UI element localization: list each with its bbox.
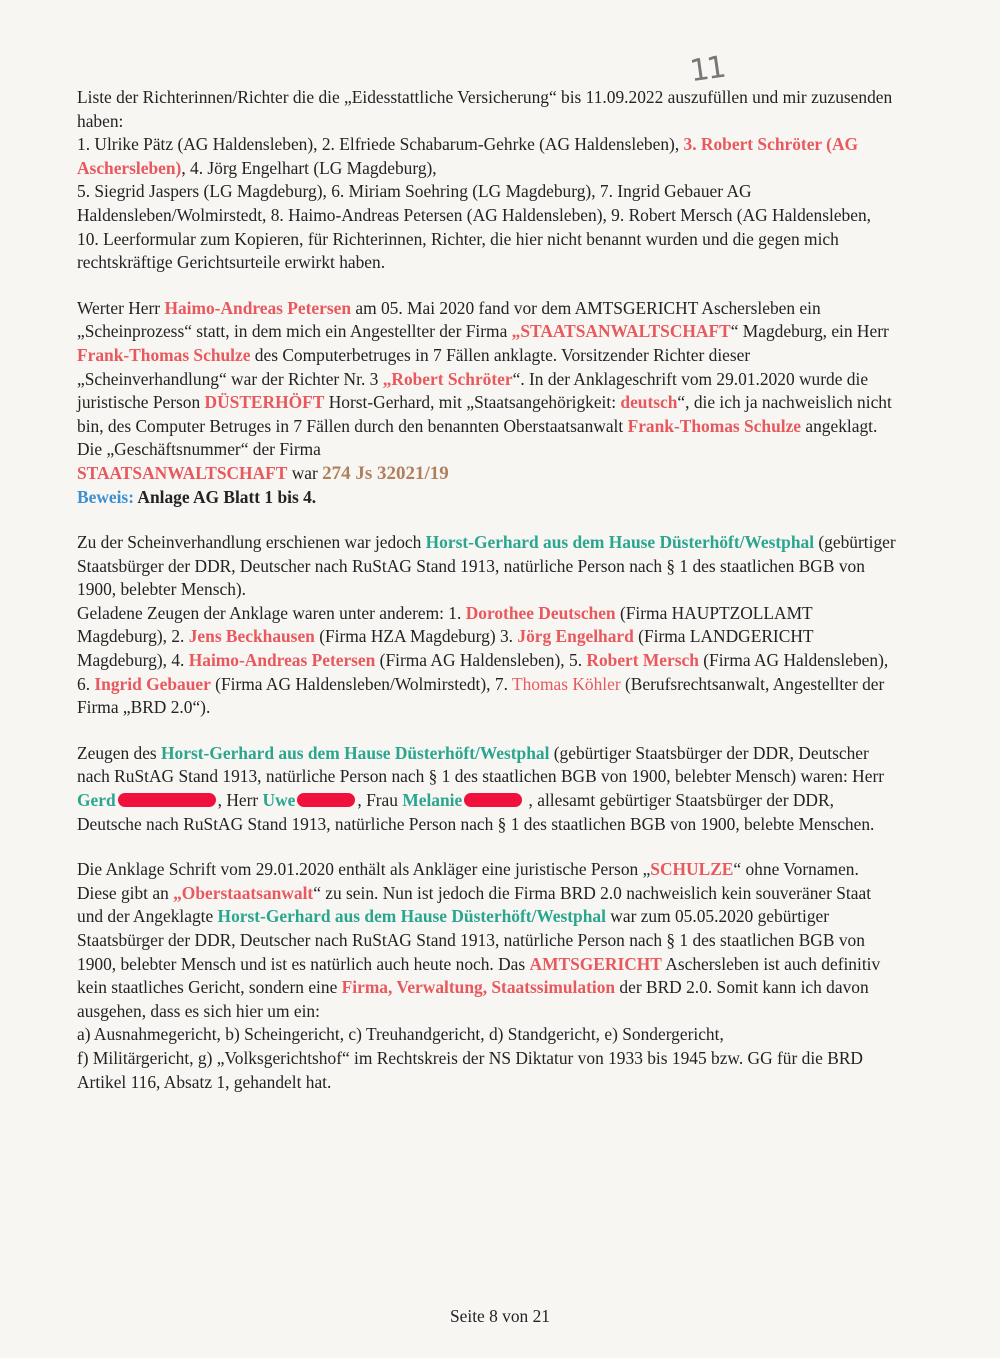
text: , Frau	[357, 790, 403, 811]
text: 5. Siegrid Jaspers (LG Magdeburg), 6. Miriam Soehring (LG Magdeburg), 7. Ingrid Gebauer AG Haldensleben/Wolmirstedt, 8. Haimo-Andreas Petersen (AG Haldensleben), 9. Robert Mersch (AG Haldensleben, 10. Leerformular zum Kopieren, für Richterinnen, Richter, die hier nicht benannt wurden und die gegen mich rechtskräftige Gerichtsurteile erwirkt haben.	[77, 181, 871, 273]
highlighted-name: „Oberstaatsanwalt	[173, 882, 314, 903]
text: Horst-Gerhard, mit „Staatsangehörigkeit:	[324, 392, 621, 413]
redaction-mark	[297, 793, 355, 807]
highlighted-name: Ingrid Gebauer	[94, 673, 211, 694]
highlighted-name: Jörg Engelhard	[517, 626, 634, 647]
text: Aschersleben ist auch definitiv kein staatliches Gericht, sondern eine	[77, 953, 881, 998]
highlighted-name: Melanie	[402, 790, 463, 811]
redaction-mark	[118, 793, 216, 807]
paragraph-indictment	[77, 858, 897, 1094]
text: war zum 05.05.2020 gebürtiger Staatsbürger der DDR, Deutscher nach RuStAG Stand 1913, natürliche Person nach § 1 des staatlichen BGB von 1900, belebter Mensch und ist es natürlich auch heute noch. Das	[77, 906, 865, 974]
highlighted-name: 3. Robert Schröter (AG Aschersleben)	[77, 134, 859, 178]
text: (Firma AG Haldensleben/Wolmirstedt), 7.	[210, 673, 512, 694]
text: Geladene Zeugen der Anklage waren unter anderem: 1.	[77, 602, 466, 623]
text: , Herr	[217, 790, 263, 811]
case-number: 274 Js 32021/19	[322, 462, 449, 484]
paragraph-judge-list	[77, 86, 897, 275]
highlighted-name: Jens Beckhausen	[188, 626, 315, 647]
text: (Firma HZA Magdeburg) 3.	[314, 626, 518, 647]
highlighted-name: Uwe	[262, 790, 296, 811]
text: (Firma AG Haldensleben), 5.	[375, 650, 587, 671]
document-body	[77, 86, 897, 1116]
text: “. In der Anklageschrift vom 29.01.2020 wurde die juristische Person	[77, 368, 869, 413]
text: am 05. Mai 2020 fand vor dem AMTSGERICHT Aschersleben ein „Scheinprozess“ statt, in dem mich ein Angestellter der Firma	[77, 297, 821, 342]
paragraph-witnesses-prosecution	[77, 531, 897, 720]
evidence-reference: Anlage AG Blatt 1 bis 4.	[134, 486, 317, 507]
text: “, die ich ja nachweislich nicht bin, des Computer Betruges in 7 Fällen durch den benannten Oberstaatsanwalt	[77, 392, 892, 436]
highlighted-name: Dorothee Deutschen	[465, 602, 616, 623]
text: (Firma AG Haldensleben), 6.	[77, 650, 889, 694]
highlighted-name: Gerd	[77, 790, 116, 811]
redaction-mark	[464, 793, 522, 807]
text: 1. Ulrike Pätz (AG Haldensleben), 2. Elfriede Schabarum-Gehrke (AG Haldensleben),	[77, 134, 684, 155]
text: des Computerbetruges in 7 Fällen anklagte. Vorsitzender Richter dieser „Scheinverhandlung“ war der Richter Nr. 3	[77, 344, 751, 389]
text: “ ohne Vornamen. Diese gibt an	[77, 859, 859, 903]
text: Die Anklage Schrift vom 29.01.2020 enthält als Ankläger eine juristische Person „	[77, 859, 651, 880]
highlighted-name: „Robert Schröter	[382, 368, 513, 389]
text: f) Militärgericht, g) „Volksgerichtshof“ im Rechtskreis der NS Diktatur von 1933 bis 1945 bzw. GG für die BRD Artikel 116, Absatz 1, gehandelt hat.	[77, 1047, 863, 1092]
highlighted-name: Robert Mersch	[586, 650, 699, 671]
highlighted-name: Thomas Köhler	[511, 673, 621, 694]
text: “ Magdeburg, ein Herr	[730, 321, 889, 342]
highlighted-name: Firma, Verwaltung, Staatssimulation	[341, 977, 616, 998]
highlighted-name: deutsch	[620, 392, 678, 413]
text: war	[287, 462, 323, 483]
highlighted-name: AMTSGERICHT	[529, 953, 662, 974]
highlighted-name: Horst-Gerhard aus dem Hause Düsterhöft/Westphal	[425, 532, 815, 553]
text: , 4. Jörg Engelhart (LG Magdeburg),	[181, 157, 437, 178]
paragraph-witnesses-defense	[77, 742, 897, 836]
highlighted-name: STAATSANWALTSCHAFT	[77, 462, 288, 483]
text: (gebürtiger Staatsbürger der DDR, Deutscher nach RuStAG Stand 1913, natürliche Person nach § 1 des staatlichen BGB von 1900, belebter Mensch).	[77, 532, 896, 600]
handwritten-page-mark: 11	[687, 49, 727, 90]
highlighted-name: Frank-Thomas Schulze	[627, 415, 802, 436]
highlighted-name: DÜSTERHÖFT	[204, 392, 325, 413]
highlighted-name: Haimo-Andreas Petersen	[188, 650, 376, 671]
page-number: Seite 8 von 21	[450, 1306, 550, 1326]
text: (Firma HAUPTZOLLAMT Magdeburg), 2.	[77, 602, 813, 647]
highlighted-name: „STAATSANWALTSCHAFT	[511, 321, 731, 342]
text: (gebürtiger Staatsbürger der DDR, Deutscher nach RuStAG Stand 1913, natürliche Person nach § 1 des staatlichen BGB von 1900, belebter Mensch) waren: Herr	[77, 742, 885, 787]
evidence-label: Beweis:	[77, 486, 134, 507]
text: angeklagt. Die „Geschäftsnummer“ der Firma	[77, 415, 878, 460]
text: , allesamt gebürtiger Staatsbürger der DDR, Deutsche nach RuStAG Stand 1913, natürliche Person nach § 1 des staatlichen BGB von 1900, belebte Menschen.	[77, 790, 875, 834]
text: “ zu sein. Nun ist jedoch die Firma BRD 2.0 nachweislich kein souveräner Staat und der Angeklagte	[77, 882, 872, 927]
text: der BRD 2.0. Somit kann ich davon ausgehen, dass es sich hier um ein:	[77, 977, 869, 1021]
highlighted-name: Horst-Gerhard aus dem Hause Düsterhöft/Westphal	[161, 742, 550, 763]
paragraph-scheinprozess	[77, 297, 897, 509]
text: Werter Herr	[77, 297, 165, 318]
text: (Firma LANDGERICHT Magdeburg), 4.	[77, 626, 814, 671]
text: Liste der Richterinnen/Richter die die „Eidesstattliche Versicherung“ bis 11.09.2022 auszufüllen und mir zuzusenden haben:	[77, 87, 893, 131]
highlighted-name: Frank-Thomas Schulze	[77, 344, 251, 365]
highlighted-name: Haimo-Andreas Petersen	[164, 297, 352, 318]
highlighted-name: Horst-Gerhard aus dem Hause Düsterhöft/Westphal	[217, 906, 606, 927]
text: a) Ausnahmegericht, b) Scheingericht, c) Treuhandgericht, d) Standgericht, e) Sondergericht,	[77, 1024, 724, 1045]
text: (Berufsrechtsanwalt, Angestellter der Firma „BRD 2.0“).	[77, 673, 885, 718]
text: Zeugen des	[77, 742, 162, 763]
highlighted-name: SCHULZE	[650, 859, 734, 880]
text: Zu der Scheinverhandlung erschienen war jedoch	[77, 532, 426, 553]
